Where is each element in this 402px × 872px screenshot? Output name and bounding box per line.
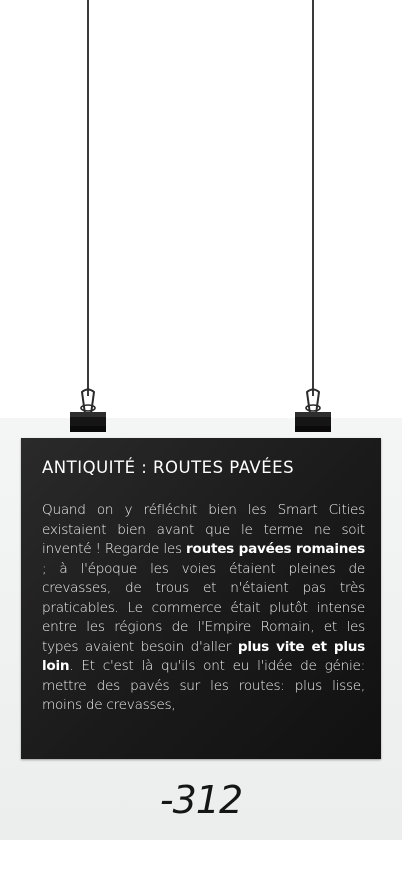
card-title: ANTIQUITÉ : ROUTES PAVÉES [42,458,295,477]
binder-clip-icon [293,388,333,434]
highlight-roman-roads: routes pavées romaines [185,541,365,557]
card-body-text-part: ; à l'époque les voies étaient pleines de crevasses, de trous et n'étaient pas très praticables. Le commerce était plutôt intense entre les régions de l'Empire Romain, et les types avaient besoin d'aller [42,560,365,655]
card-body-text-part: Quand on y réfléchit bien les Smart Cities existaient bien avant que le terme ne soit inventé ! Regarde les [42,502,365,557]
card-body-text-part: . Et c'est là qu'ils ont eu l'idée de génie: mettre des pavés sur les routes: plus lisse, moins de crevasses, [42,658,365,713]
card-body-text [42,501,365,716]
info-card [21,438,381,759]
highlight-faster-further: plus vite et plus loin [42,638,365,674]
hanging-string-right [312,0,314,396]
year-label: -312 [159,778,243,822]
binder-clip-icon [68,388,108,434]
hanging-string-left [87,0,89,396]
